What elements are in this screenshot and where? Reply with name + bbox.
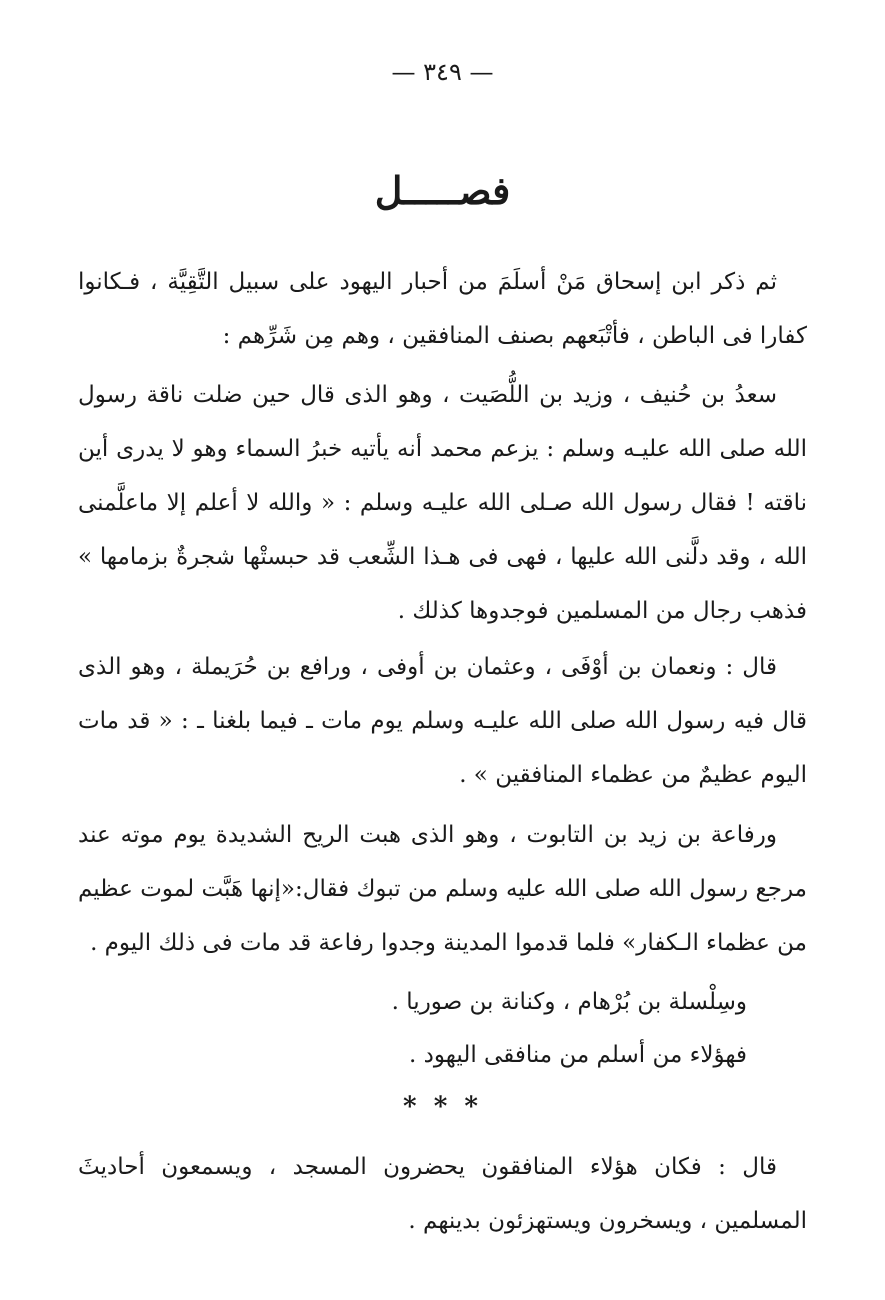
paragraph-summary — [78, 1028, 777, 1082]
paragraph-text: قال : ونعمان بن أوْفَى ، وعثمان بن أوفى ، ورافع بن حُرَيملة ، وهو الذى قال فيه رسول الله صلى الله عليـه وسلم يوم مات ـ فيما بلغنا ـ : « قد مات اليوم عظيمٌ من عظماء المنافقين » . — [78, 654, 807, 788]
paragraph-numan — [78, 640, 807, 802]
section-heading: فصـــــل — [374, 168, 511, 213]
paragraph-text: ثم ذكر ابن إسحاق مَنْ أسلَمَ من أحبار اليهود على سبيل التَّقِيَّة ، فـكانوا كفارا فى الباطن ، فأتْبَعهم بصنف المنافقين ، وهم مِن شَرِّهم : — [78, 269, 807, 349]
section-separator: * * * — [403, 1092, 482, 1122]
paragraph-rifaa — [78, 808, 807, 970]
paragraph-closing — [78, 1140, 807, 1248]
paragraph-text: ورفاعة بن زيد بن التابوت ، وهو الذى هبت الريح الشديدة يوم موته عند مرجع رسول الله صلى الله عليه وسلم من تبوك فقال:«إنها هَبَّت لموت عظيم من عظماء الـكفار» فلما قدموا المدينة وجدوا رفاعة قد مات فى ذلك اليوم . — [78, 822, 807, 956]
paragraph-text: فهؤلاء من أسلم من منافقى اليهود . — [409, 1042, 747, 1068]
paragraph-text: قال : فكان هؤلاء المنافقون يحضرون المسجد ، ويسمعون أحاديثَ المسلمين ، ويسخرون ويستهزئون بدينهم . — [78, 1154, 807, 1234]
page-number: — ٣٤٩ — — [391, 58, 494, 86]
paragraph-text: سعدُ بن حُنيف ، وزيد بن اللُّصَيت ، وهو الذى قال حين ضلت ناقة رسول الله صلى الله عليـه وسلم : يزعم محمد أنه يأتيه خبرُ السماء وهو لا يدرى أين ناقته ! فقال رسول الله صـلى الله عليـه وسلم : « والله لا أعلم إلا ماعلَّمنى الله ، وقد دلَّنى الله عليها ، فهى فى هـذا الشِّعب قد حبستْها شجرةٌ بزمامها » فذهب رجال من المسلمين فوجدوها كذلك . — [78, 382, 807, 624]
paragraph-saad — [78, 368, 807, 638]
paragraph-silsila — [78, 975, 777, 1029]
paragraph-intro — [78, 255, 807, 363]
paragraph-text: وسِلْسلة بن بُرْهام ، وكنانة بن صوريا . — [391, 989, 747, 1015]
